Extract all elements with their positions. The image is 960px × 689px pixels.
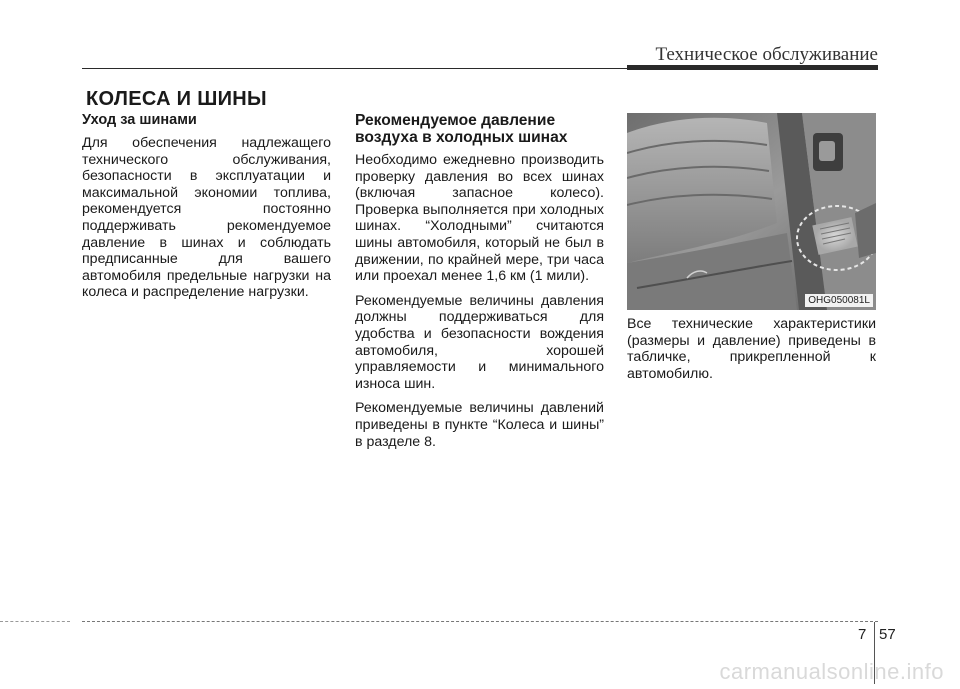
paragraph: Для обеспечения надлежащего технического обслуживания, безопасности в эксплуатации и максимальной экономии топлива, рекомендуется постоянно поддерживать рекомендуемое давление в шинах и соблюдать предписанные для вашего автомобиля предельные нагрузки на колеса и распределение нагрузки. [82, 135, 331, 301]
footer-rule [82, 621, 878, 622]
header-accent-bar [627, 65, 878, 70]
paragraph: Рекомендуемые величины давлений приведены в пункте “Колеса и шины” в разделе 8. [355, 400, 604, 450]
column-placard [627, 316, 876, 390]
door-pillar-illustration [627, 113, 876, 310]
heading-cold-pressure: Рекомендуемое давление воздуха в холодных шинах [355, 112, 568, 146]
page-number: 57 [879, 626, 896, 643]
watermark-text: carmanualsonline.info [719, 659, 944, 684]
figure-code-label: OHG050081L [805, 294, 873, 307]
running-header-title: Техническое обслуживание [655, 44, 878, 65]
column-cold-pressure [355, 112, 604, 458]
paragraph: Необходимо ежедневно производить проверку давления во всех шинах (включая запасное колесо). Проверка выполняется при холодных шинах. “Холодными” считаются шины автомобиля, который не был в движении, по крайней мере, три часа или проехал менее 1,6 км (1 мили). [355, 152, 604, 285]
paragraph: Все технические характеристики (размеры и давление) приведены в табличке, прикрепленной к автомобилю. [627, 316, 876, 382]
section-title: КОЛЕСА И ШИНЫ [86, 88, 267, 110]
heading-tire-care: Уход за шинами [82, 112, 197, 128]
paragraph: Рекомендуемые величины давления должны поддерживаться для удобства и безопасности вождения автомобиля, хорошей управляемости и минимального износа шин. [355, 292, 604, 392]
tire-placard-photo [627, 113, 876, 310]
chapter-number: 7 [858, 626, 867, 643]
footer-left-rule [0, 621, 70, 622]
column-tire-care [82, 112, 331, 309]
